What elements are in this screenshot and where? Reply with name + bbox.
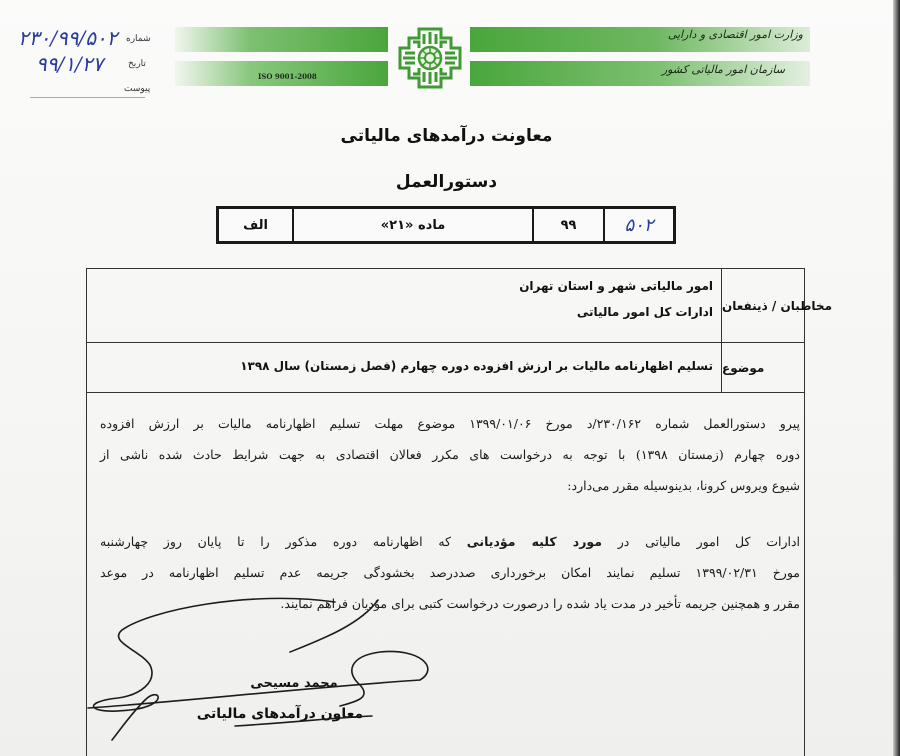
body-line: مورخ ۱۳۹۹/۰۲/۳۱ تسلیم نمایند امکان برخورداری صددرصد بخشودگی جریمه عدم تسلیم اظهارنامه در موعد [100, 565, 800, 580]
ministry-name: وزارت امور اقتصادی و دارایی [667, 28, 803, 41]
body-text: که اظهارنامه دوره مذکور را تا پایان روز چهارشنبه [100, 534, 451, 549]
reference-clause: الف [243, 217, 268, 233]
number-label: شماره [126, 34, 151, 44]
organization-name: سازمان امور مالیاتی کشور [661, 63, 785, 76]
addressee-item: امور مالیاتی شهر و استان تهران [519, 279, 713, 293]
attachment-line [30, 97, 145, 98]
body-paragraph-1 [100, 408, 800, 501]
reference-box [216, 206, 676, 244]
subject-row [87, 343, 804, 393]
reference-number-cell [603, 209, 673, 241]
body-line: دوره چهارم (زمستان ۱۳۹۸) با توجه به درخواست های مکرر فعالان اقتصادی به جهت شرایط حادث شده ناشی از [100, 447, 801, 462]
addressees-label: مخاطبان / ذینفعان [721, 269, 804, 342]
date-label: تاریخ [128, 59, 146, 69]
body-line [100, 526, 800, 557]
signatory-name: محمد مسیحی [250, 676, 338, 691]
letter-number: ۲۳۰/۹۹/۵۰۲ [18, 26, 118, 50]
addressee-item: ادارات کل امور مالیاتی [576, 305, 713, 319]
page-edge-shadow [893, 0, 900, 756]
reference-year: ۹۹ [560, 217, 577, 233]
reference-article-cell [292, 209, 532, 241]
attachment-label: پیوست [124, 84, 151, 94]
reference-number: ۵۰۲ [624, 214, 654, 236]
addressees-row [87, 269, 832, 343]
department-title: معاونت درآمدهای مالیاتی [340, 126, 553, 146]
document-type-title: دستورالعمل [395, 172, 498, 192]
header-band [175, 27, 388, 52]
iso-certification: ISO 9001-2008 [258, 72, 317, 81]
body-line: پیرو دستورالعمل شماره ۲۳۰/۱۶۲/د مورخ ۱۳۹۹/۰۱/۰۶ موضوع مهلت تسلیم اظهارنامه مالیات بر ارزش افزوده [100, 416, 800, 431]
letter-date: ۹۹/۱/۲۷ [36, 52, 104, 76]
body-line: شیوع ویروس کرونا، بدینوسیله مقرر می‌دارد: [567, 478, 800, 493]
body-emphasis: مورد کلیه مؤدیانی [466, 534, 602, 549]
reference-year-cell [532, 209, 603, 241]
reference-clause-cell [219, 209, 292, 241]
body-line: مقرر و همچنین جریمه تأخیر در مدت یاد شده را درصورت درخواست کتبی برای مؤدیان فراهم نمایند. [280, 596, 800, 611]
tax-organization-emblem-icon [397, 26, 463, 90]
reference-article: ماده «۲۱» [380, 217, 446, 233]
subject-text: تسلیم اظهارنامه مالیات بر ارزش افزوده دوره چهارم (فصل زمستان) سال ۱۳۹۸ [240, 359, 713, 373]
handwritten-signature [0, 590, 480, 756]
body-text: ادارات کل امور مالیاتی در [617, 534, 800, 549]
signatory-title: معاون درآمدهای مالیاتی [196, 706, 364, 722]
subject-label: موضوع [721, 343, 804, 392]
